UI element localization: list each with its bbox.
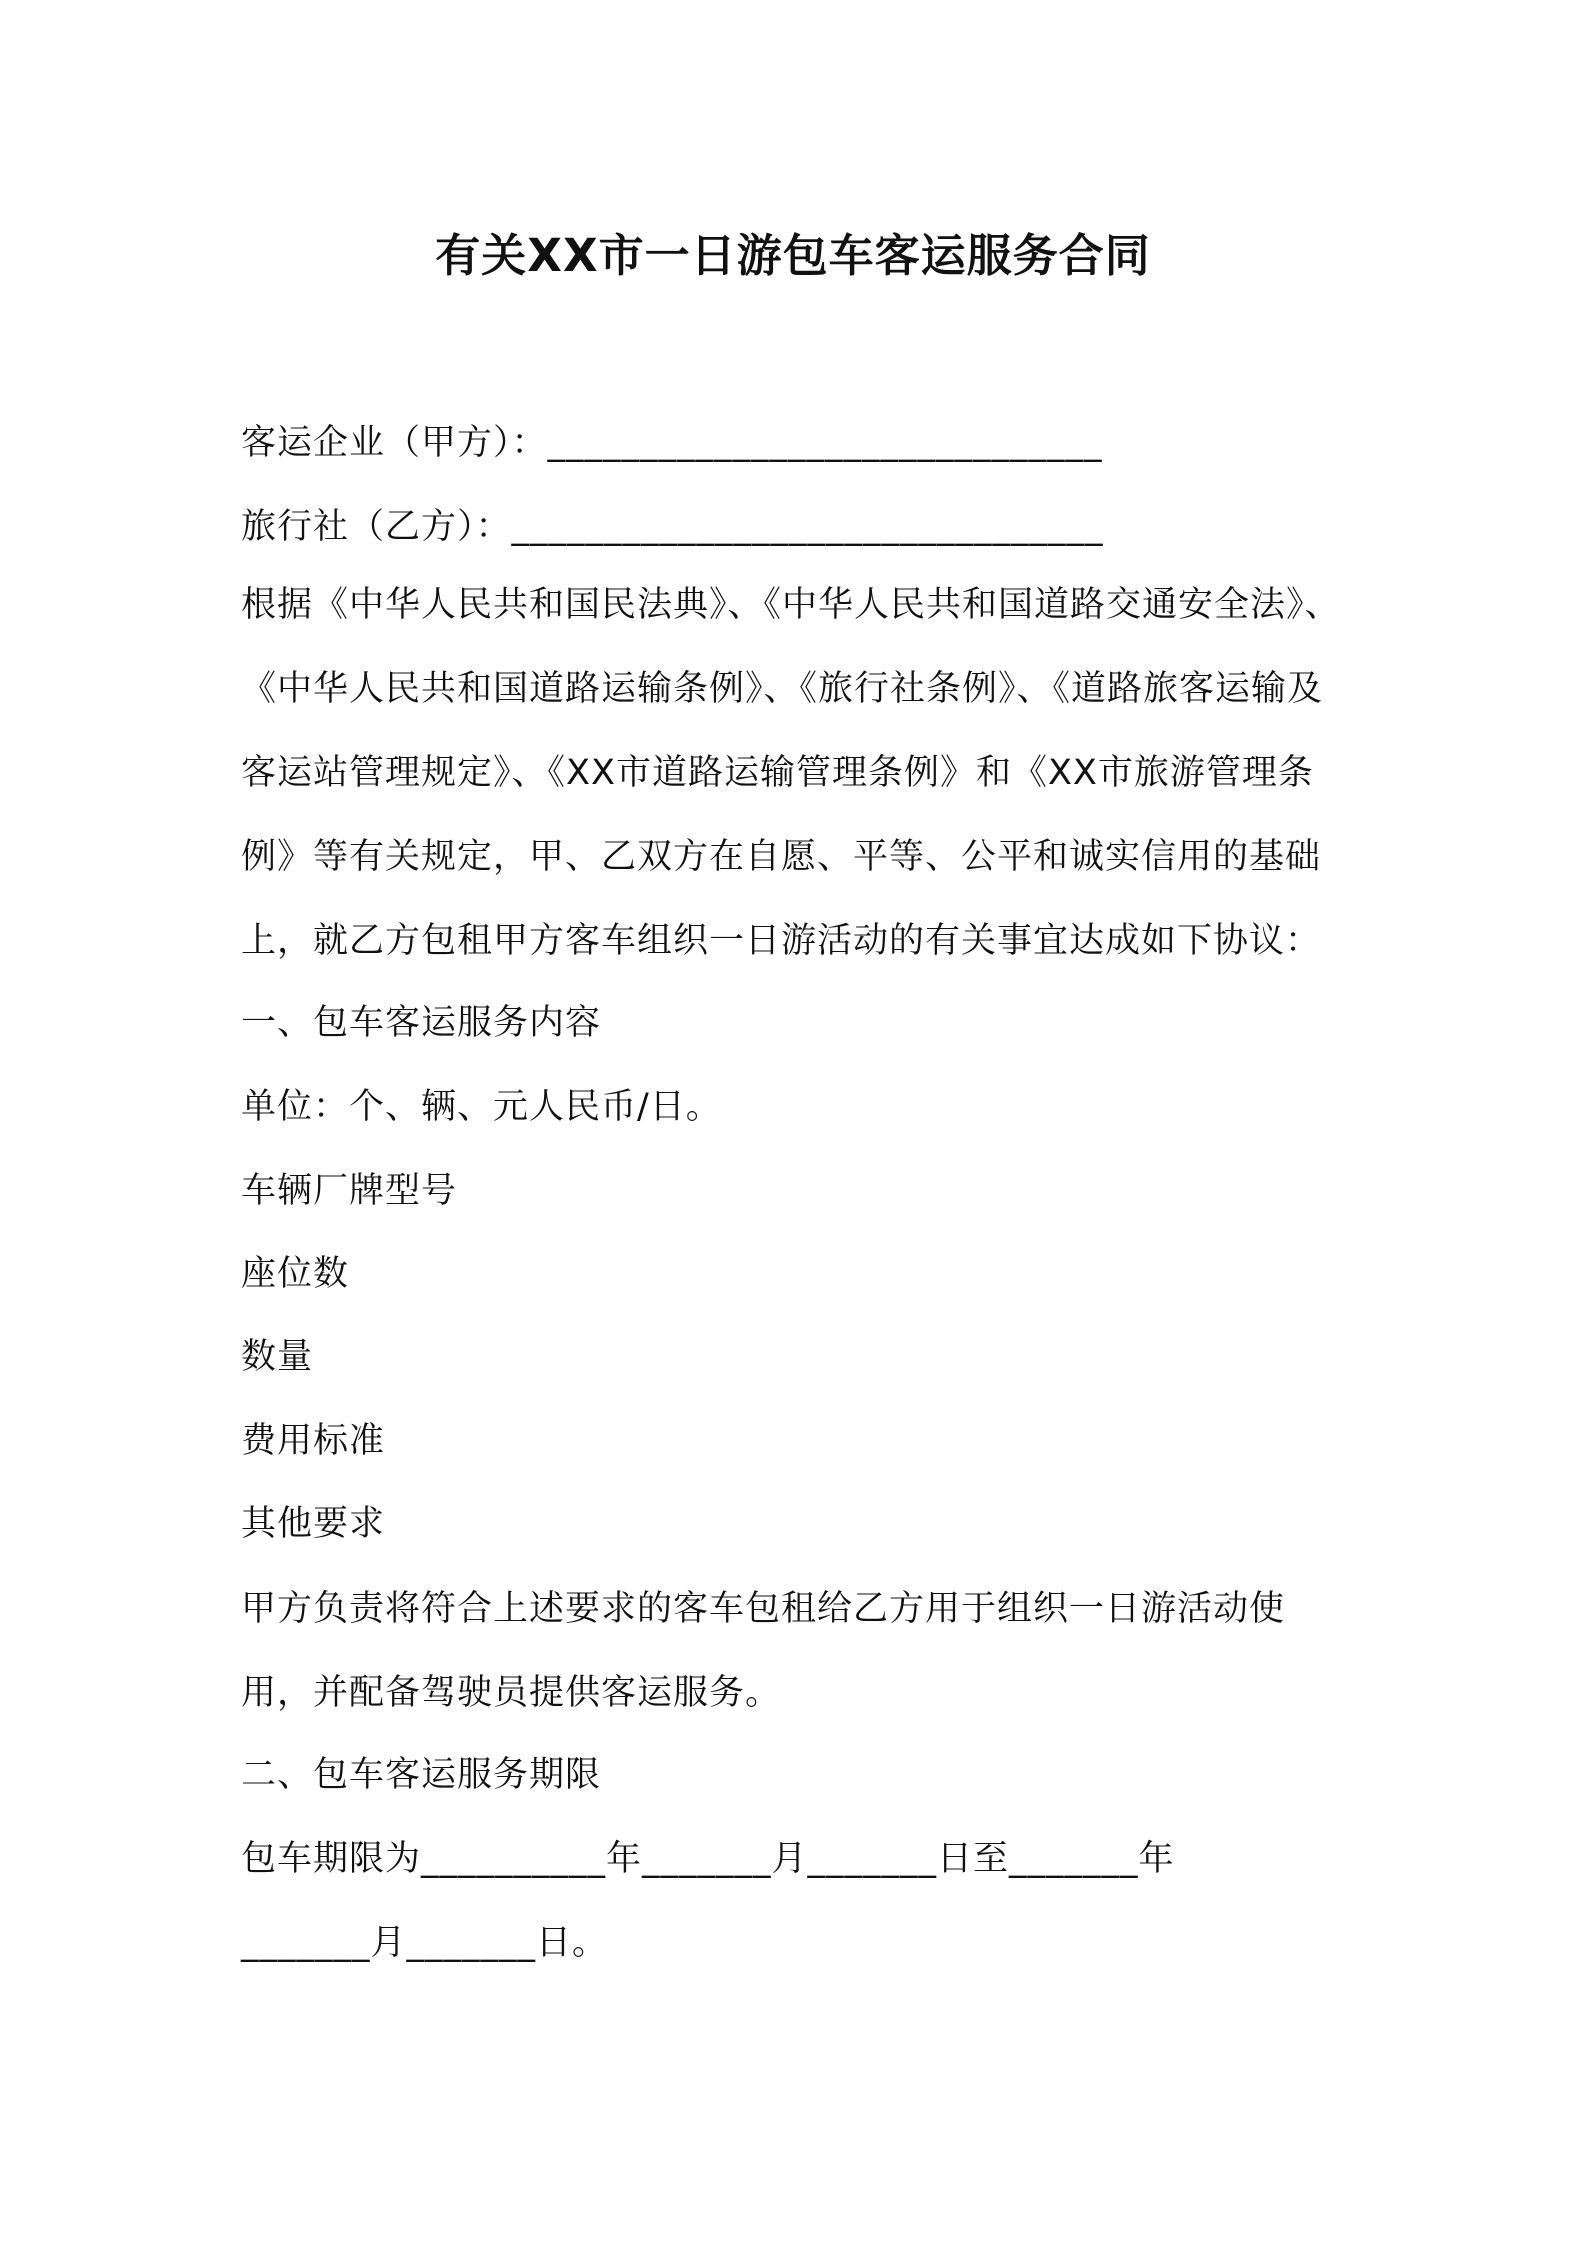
charter-period-line: _______月_______日。 (241, 1923, 609, 1963)
field-vehicle-model: 车辆厂牌型号 (241, 1171, 458, 1211)
section-1-body-line: 用，并配备驾驶员提供客运服务。 (241, 1673, 782, 1713)
section-1-heading: 一、包车客运服务内容 (241, 1003, 602, 1043)
preamble-line: 上，就乙方包租甲方客车组织一日游活动的有关事宜达成如下协议： (241, 921, 1322, 961)
field-seat-count: 座位数 (241, 1254, 350, 1294)
field-other-requirements: 其他要求 (241, 1504, 386, 1544)
section-2-heading: 二、包车客运服务期限 (241, 1755, 602, 1795)
preamble-line: 《中华人民共和国道路运输条例》、《旅行社条例》、《道路旅客运输及 (241, 669, 1324, 709)
party-a-line: 客运企业（甲方）：______________________________ (241, 423, 1103, 463)
document-title: 有关XX市一日游包车客运服务合同 (435, 229, 1151, 282)
charter-period-line: 包车期限为__________年_______月_______日至_______年 (241, 1839, 1175, 1879)
unit-line: 单位：个、辆、元人民币/日。 (241, 1087, 722, 1127)
preamble-line: 例》等有关规定，甲、乙双方在自愿、平等、公平和诚实信用的基础 (241, 837, 1322, 877)
section-1-body-line: 甲方负责将符合上述要求的客车包租给乙方用于组织一日游活动使 (241, 1589, 1286, 1629)
preamble-line: 根据《中华人民共和国民法典》、《中华人民共和国道路交通安全法》、 (241, 585, 1341, 625)
preamble-line: 客运站管理规定》、《XX市道路运输管理条例》和《XX市旅游管理条 (241, 753, 1314, 793)
field-quantity: 数量 (241, 1337, 314, 1377)
party-b-line: 旅行社（乙方）：________________________________ (241, 507, 1104, 547)
field-fee-standard: 费用标准 (241, 1421, 386, 1461)
